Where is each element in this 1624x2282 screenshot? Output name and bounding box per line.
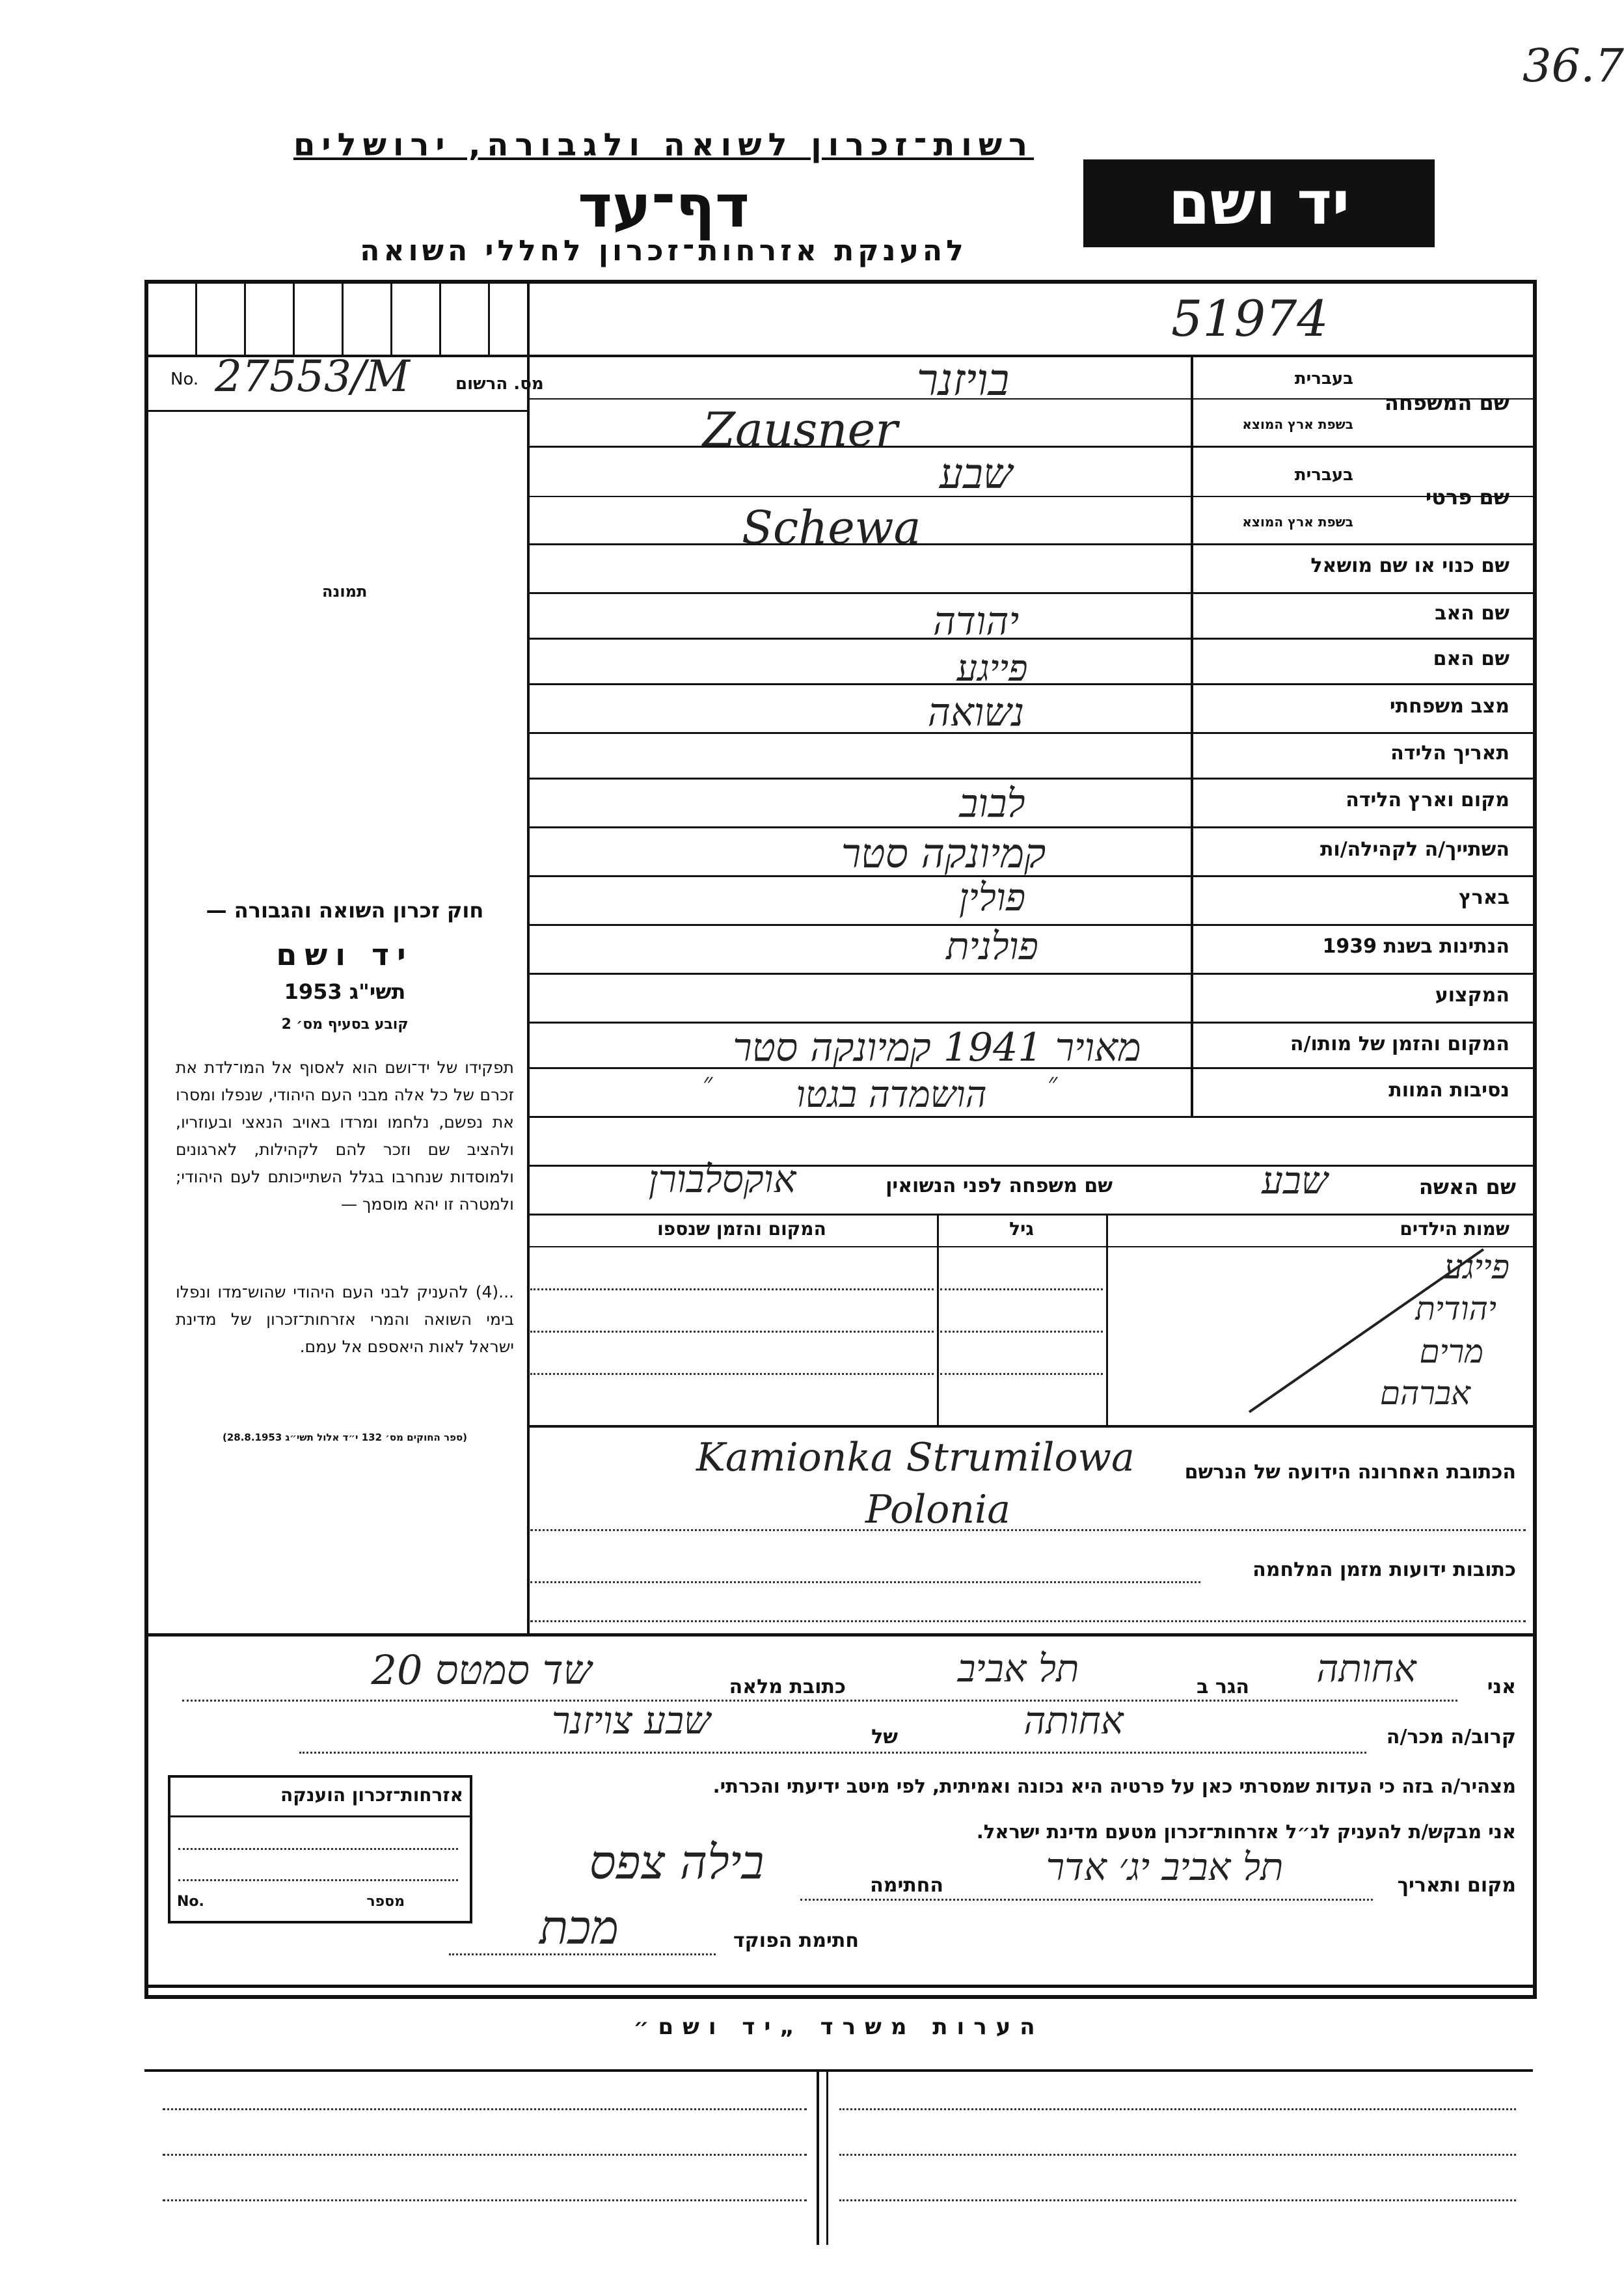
form-subtitle: להענקת אזרחות־זכרון לחללי השואה <box>360 234 968 267</box>
law-section: קובע בסעיף מס׳ 2 <box>281 1016 409 1033</box>
of-label: של <box>871 1726 898 1748</box>
country-value: פולין <box>958 875 1026 919</box>
signature-value: בילה צפס <box>589 1835 765 1890</box>
mother-name-value: פייגע <box>956 647 1028 690</box>
declarant-label: אני <box>1487 1676 1516 1698</box>
law-title: חוק זכרון השואה והגבורה — <box>206 898 484 923</box>
registration-no-label: No. <box>170 370 199 389</box>
death-circumstances-value: הושמדה בגטו <box>796 1074 987 1116</box>
law-paragraph-1: תפקידו של יד־ושם הוא לאסוף אל המו־לדת את זכרם של כל אלה מבני העם היהודי, שנפלו ומסרו את נפשם, נלחמו ומרדו באויב הנאצי ובעוזריו, ולהציב שם וזכר להם לקהילות, לארגונים ולמוסדות שנחרבו בגלל השתייכותם לעם היהודי; ולמטרה זו יהא מוסמך — <box>176 1058 514 1214</box>
officer-signature-label: חתימת הפוקד <box>733 1929 859 1952</box>
photo-label: תמונה <box>322 582 368 601</box>
father-name-value: יהודה <box>932 599 1020 644</box>
children-death-header: המקום והזמן שנספו <box>657 1218 826 1240</box>
war-addresses-label: כתובות ידועות מזמן המלחמה <box>1252 1558 1516 1581</box>
declarant-name: אחותה <box>1316 1646 1416 1691</box>
maiden-name-label: שם משפחה לפני הנשואין <box>886 1175 1113 1197</box>
given-name-label: שם פרטי <box>1425 485 1509 509</box>
corner-number: 36.7 <box>1522 39 1624 92</box>
last-address-line-1: Kamionka Strumilowa <box>696 1435 1135 1480</box>
declaration-statement: מצהיר/ה בזה כי העדות שמסרתי כאן על פרטיה היא נכונה ואמיתית, לפי מיטב ידיעתי והכרתי. <box>712 1775 1516 1797</box>
death-place-time-value: מאויר 1941 קמיונקה סטר <box>733 1025 1141 1070</box>
mother-label: שם האם <box>1433 647 1509 670</box>
living-in-label: הגר ב <box>1197 1676 1249 1698</box>
child-name-4: אברהם <box>1379 1374 1470 1412</box>
given-name-hebrew: שבע <box>939 450 1013 498</box>
children-names-header: שמות הילדים <box>1400 1218 1509 1240</box>
registration-number: 27553/M <box>215 351 410 401</box>
place-date-label: מקום ותאריך <box>1397 1874 1516 1897</box>
given-origin-label: בשפת ארץ המוצא <box>1242 514 1353 530</box>
ditto-mark-1: ״ <box>703 1068 713 1098</box>
death-circumstances-label: נסיבות המוות <box>1388 1079 1509 1102</box>
marital-status-value: נשואה <box>927 690 1025 735</box>
full-address-label: כתובת מלאה <box>729 1676 846 1698</box>
logo-text: יד ושם <box>1168 169 1350 238</box>
declarant-address: שד סמטס 20 <box>371 1646 592 1694</box>
office-notes-title: הערות משרד „יד ושם״ <box>633 2014 1044 2040</box>
form-title: דף־עד <box>578 172 750 241</box>
birth-date-label: תאריך הלידה <box>1390 742 1509 765</box>
citizenship-value: פולנית <box>946 924 1038 968</box>
children-age-header: גיל <box>1009 1218 1034 1240</box>
community-label: השתייך/ה לקהילה/ות <box>1320 838 1509 861</box>
top-record-number: 51974 <box>1171 290 1329 347</box>
law-name: יד ושם <box>276 937 414 972</box>
citizenship-granted-box <box>168 1775 472 1923</box>
child-name-2: יהודית <box>1415 1290 1496 1327</box>
declaration-request: אני מבקש/ת להעניק לנ״ל אזרחות־זכרון מטעם מדינת ישראל. <box>976 1821 1516 1843</box>
place-date-value: תל אביב יג׳ אדר <box>1046 1845 1284 1889</box>
child-name-1: פייגע <box>1443 1248 1509 1287</box>
maiden-name-value: אוקסלבורן <box>648 1157 796 1201</box>
citizenship-box-no-label: No. <box>177 1894 204 1910</box>
law-paragraph-2: ...(4) להעניק לבני העם היהודי שהוש־מדו ונפלו בימי השואה והמרי אזרחות־זכרון של מדינת ישראל לאות היאספם אל עמם. <box>176 1283 514 1356</box>
birth-place-value: לבוב <box>959 781 1025 826</box>
profession-label: המקצוע <box>1435 984 1509 1007</box>
wife-name-value: שבע <box>1262 1158 1328 1202</box>
relation-of-value: שבע צויזנר <box>551 1698 711 1743</box>
death-place-time-label: המקום והזמן של מותו/ה <box>1290 1033 1509 1055</box>
community-value: קמיונקה סטר <box>841 830 1046 877</box>
birth-place-label: מקום וארץ הלידה <box>1346 789 1509 811</box>
relation-label: קרוב/ה מכר/ה <box>1386 1726 1516 1748</box>
citizenship-box-number-label: מספר <box>366 1894 405 1910</box>
family-name-latin: Zausner <box>703 402 898 457</box>
citizenship-label: הנתינות בשנת 1939 <box>1322 935 1509 958</box>
nickname-label: שם כנוי או שם מושאל <box>1310 554 1509 577</box>
last-address-label: הכתובת האחרונה הידועה של הנרשם <box>1184 1461 1516 1484</box>
family-name-label: שם המשפחה <box>1384 390 1509 415</box>
family-hebrew-label: בעברית <box>1294 369 1353 388</box>
last-address-line-2: Polonia <box>865 1487 1010 1532</box>
marital-status-label: מצב משפחתי <box>1389 695 1509 718</box>
registration-label: מס. הרשום <box>455 374 544 394</box>
given-hebrew-label: בעברית <box>1294 465 1353 485</box>
father-label: שם האב <box>1435 602 1509 625</box>
family-name-hebrew: בויזנר <box>916 355 1010 406</box>
children-strike-mark <box>1223 1243 1496 1419</box>
citizenship-box-title: אזרחות־זכרון הוענקה <box>280 1784 463 1806</box>
authority-name: רשות־זכרון לשואה ולגבורה, ירושלים <box>293 127 1035 163</box>
country-label: בארץ <box>1458 886 1509 909</box>
yad-vashem-logo <box>1083 159 1435 247</box>
officer-signature-value: מכת <box>539 1900 619 1955</box>
given-name-latin: Schewa <box>742 501 921 554</box>
signature-label: החתימה <box>870 1874 943 1897</box>
ditto-mark-2: ״ <box>1048 1068 1058 1098</box>
relation-value: אחותה <box>1023 1698 1124 1743</box>
law-year: תשי"ג 1953 <box>284 979 406 1004</box>
family-origin-label: בשפת ארץ המוצא <box>1242 416 1353 432</box>
law-source: (ספר החוקים מס׳ 132 י״ד אלול תשי״ג 28.8.1953) <box>222 1432 468 1443</box>
declarant-city: תל אביב <box>957 1646 1079 1691</box>
child-name-3: מרים <box>1419 1333 1483 1370</box>
wife-name-label: שם האשה <box>1418 1175 1516 1199</box>
